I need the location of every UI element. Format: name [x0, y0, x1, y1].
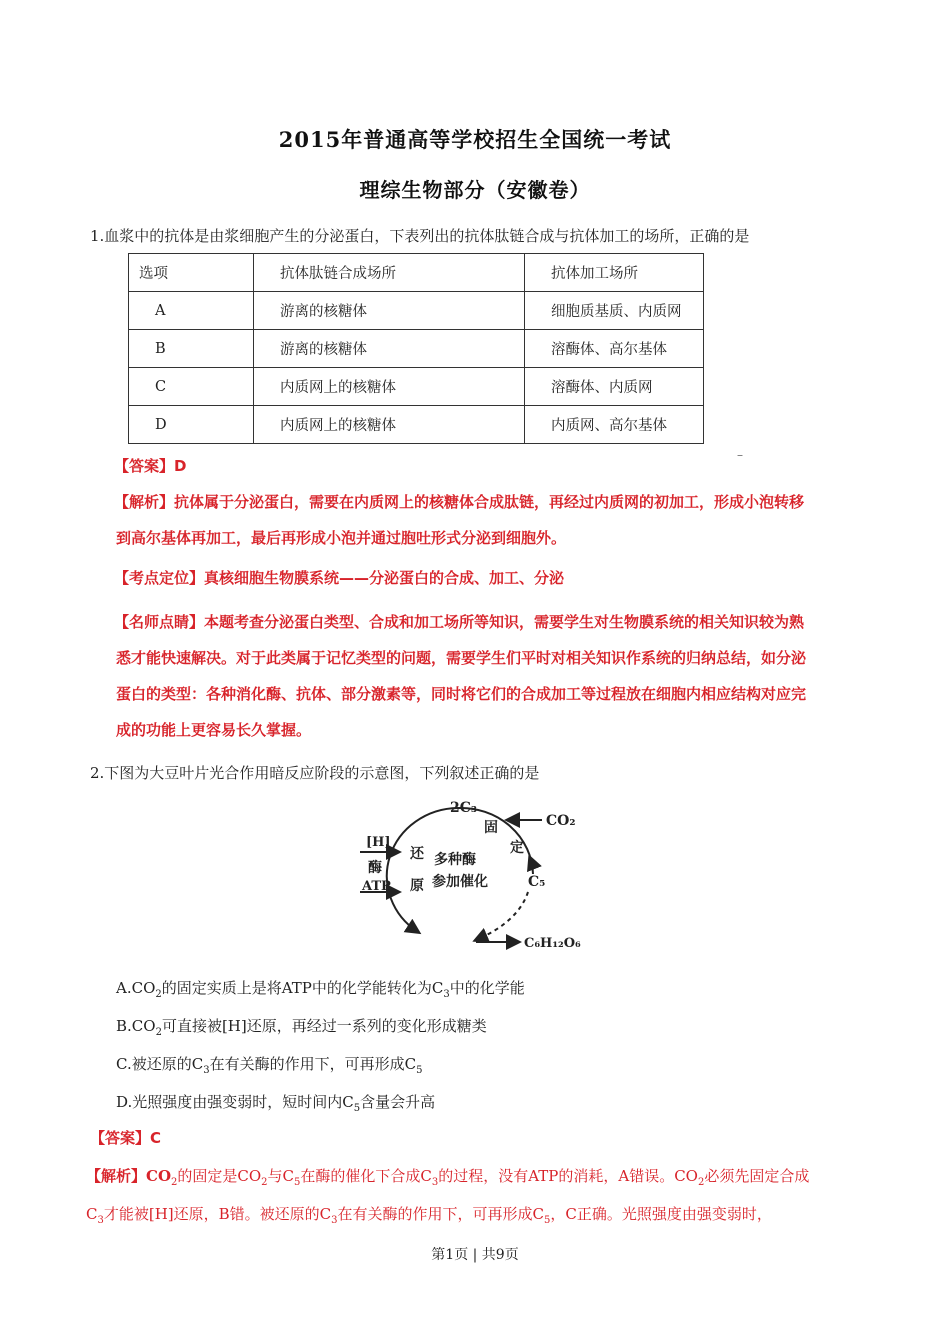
option-b: $B.CO_2$可直接被[H]还原，再经过一系列的变化形成糖类	[116, 1017, 487, 1038]
question-1-stem: 1.血浆中的抗体是由浆细胞产生的分泌蛋白，下表列出的抗体肽链合成与抗体加工的场所，正确的是	[90, 227, 750, 245]
question-1-analysis-line: 到高尔基体再加工，最后再形成小泡并通过胞吐形式分泌到细胞外。	[116, 529, 567, 547]
label-reduce-1: 还	[410, 846, 424, 862]
table-cell: 内质网上的核糖体	[254, 406, 525, 444]
label-h: [H]	[366, 835, 391, 850]
table-cell: 内质网、高尔基体	[525, 406, 704, 444]
option-d: D.光照强度由强变弱时，短时间内$C_5$含量会升高	[116, 1093, 436, 1114]
label-fix-1: 固	[484, 820, 498, 836]
paper-title: 2015年普通高等学校招生全国统一考试	[278, 127, 672, 152]
question-1-answer: 【答案】D	[114, 457, 187, 475]
cycle-arc-reduction	[387, 808, 458, 932]
table-cell: 溶酶体、内质网	[525, 368, 704, 406]
question-1-analysis-line: 【解析】抗体属于分泌蛋白，需要在内质网上的核糖体合成肽链，再经过内质网的初加工，形成小泡转移	[114, 493, 805, 511]
question-2-analysis-line: $C_3$才能被[H]还原，B错。被还原的$C_3$在有关酶的作用下，可再形成$C_5$，C正确。光照强度由强变弱时，	[86, 1205, 772, 1226]
stray-mark: –	[737, 448, 743, 462]
option-c: C.被还原的$C_3$在有关酶的作用下，可再形成$C_5$	[116, 1055, 423, 1076]
table-cell: 内质网上的核糖体	[254, 368, 525, 406]
paper-subtitle: 理综生物部分（安徽卷）	[359, 178, 591, 202]
table-cell: 溶酶体、高尔基体	[525, 330, 704, 368]
label-fix-2: 定	[510, 840, 524, 856]
table-cell: 游离的核糖体	[254, 292, 525, 330]
table-row	[129, 292, 704, 330]
table-header-cell: 选项	[129, 254, 254, 292]
question-1-tip-line: 悉才能快速解决。对于此类属于记忆类型的问题，需要学生们平时对相关知识作系统的归纳总结，如分泌	[116, 649, 807, 667]
table-row	[129, 406, 704, 444]
question-1-tip-line: 成的功能上更容易长久掌握。	[116, 721, 312, 739]
dark-reaction-diagram	[358, 792, 598, 960]
cycle-arc-regeneration	[476, 892, 528, 940]
table-header-cell: 抗体肽链合成场所	[254, 254, 525, 292]
table-cell: C	[129, 368, 254, 406]
question-2-stem: 2.下图为大豆叶片光合作用暗反应阶段的示意图，下列叙述正确的是	[90, 764, 540, 782]
page-footer: 第1页 | 共9页	[431, 1247, 519, 1263]
question-2-answer: 【答案】C	[90, 1129, 162, 1147]
label-c5: C₅	[528, 874, 546, 890]
label-center-1: 多种酶	[434, 852, 476, 868]
label-atp: ATP	[362, 879, 391, 894]
label-reduce-2: 原	[410, 878, 424, 894]
table-header-cell: 抗体加工场所	[525, 254, 704, 292]
table-cell: 游离的核糖体	[254, 330, 525, 368]
question-1-point: 【考点定位】真核细胞生物膜系统——分泌蛋白的合成、加工、分泌	[114, 569, 565, 587]
table-cell: D	[129, 406, 254, 444]
label-center-2: 参加催化	[432, 874, 488, 890]
label-glucose: C₆H₁₂O₆	[524, 936, 581, 951]
table-cell: 细胞质基质、内质网	[525, 292, 704, 330]
question-1-tip-line: 【名师点睛】本题考查分泌蛋白类型、合成和加工场所等知识，需要学生对生物膜系统的相关知识较为熟	[114, 613, 805, 631]
table-row	[129, 368, 704, 406]
table-row	[129, 330, 704, 368]
question-2-analysis-line: 【解析】$CO_2$的固定是$CO_2$与$C_5$在酶的催化下合成$C_3$的过程，没有ATP的消耗，A错误。$CO_2$必须先固定合成	[86, 1167, 810, 1188]
table-header-row	[129, 254, 704, 292]
label-2c3: 2C₃	[450, 800, 478, 816]
label-co2: CO₂	[546, 813, 576, 829]
table-cell: A	[129, 292, 254, 330]
question-1-tip-line: 蛋白的类型：各种消化酶、抗体、部分激素等，同时将它们的合成加工等过程放在细胞内相应结构对应完	[116, 685, 807, 703]
question-1-table	[128, 253, 704, 444]
label-enzyme: 酶	[368, 860, 382, 876]
option-a: $A.CO_2$的固定实质上是将ATP中的化学能转化为$C_3$中的化学能	[116, 979, 525, 1000]
table-cell: B	[129, 330, 254, 368]
